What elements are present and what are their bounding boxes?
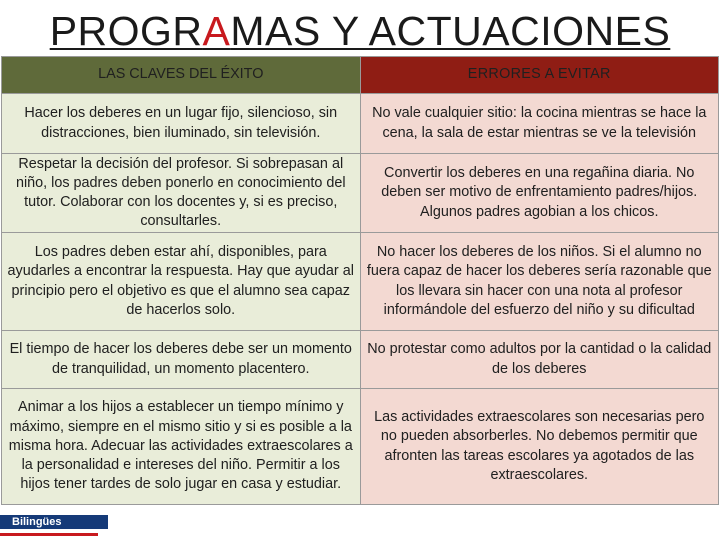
header-keys-to-success: LAS CLAVES DEL ÉXITO <box>2 57 361 94</box>
comparison-table <box>1 56 719 505</box>
title-part-1: PROGR <box>49 8 203 54</box>
title-accent-letter: A <box>202 8 231 54</box>
error-cell: No vale cualquier sitio: la cocina mientras se hace la cena, la sala de estar mientras se ve la televisión <box>360 94 719 154</box>
logo-label: Bilingües <box>0 515 108 529</box>
logo-stripe <box>0 531 108 539</box>
success-cell: Hacer los deberes en un lugar fijo, silencioso, sin distracciones, bien iluminado, sin televisión. <box>2 94 361 154</box>
success-cell: Los padres deben estar ahí, disponibles, para ayudarles a encontrar la respuesta. Hay que ayudar al principio pero el objetivo es que el alumno sea capaz de hacerlos solo. <box>2 233 361 331</box>
error-cell: No protestar como adultos por la cantidad o la calidad de los deberes <box>360 331 719 389</box>
table-row <box>2 389 719 505</box>
error-cell: No hacer los deberes de los niños. Si el alumno no fuera capaz de hacer los deberes sería razonable que los llevara sin hacer con una nota al profesor informándole del esfuerzo del niño y su dificultad <box>360 233 719 331</box>
table-row <box>2 331 719 389</box>
success-cell: Animar a los hijos a establecer un tiempo mínimo y máximo, siempre en el mismo sitio y si es posible a la misma hora. Adecuar las actividades extraescolares a la personalidad e intereses del niño. Permitir a los hijos tener tardes de solo jugar en casa y estudiar. <box>2 389 361 505</box>
table-row <box>2 233 719 331</box>
title-part-2: MAS Y ACTUACIONES <box>230 8 671 54</box>
success-cell: Respetar la decisión del profesor. Si sobrepasan al niño, los padres deben ponerlo en conocimiento del tutor. Colaborar con los docentes y, si es preciso, consultarles. <box>2 154 361 233</box>
error-cell: Convertir los deberes en una regañina diaria. No deben ser motivo de enfrentamiento padres/hijos. Algunos padres agobian a los chicos. <box>360 154 719 233</box>
bilingues-logo <box>0 512 108 540</box>
success-cell: El tiempo de hacer los deberes debe ser un momento de tranquilidad, un momento placentero. <box>2 331 361 389</box>
page-title <box>0 6 720 56</box>
table-row <box>2 154 719 233</box>
error-cell: Las actividades extraescolares son necesarias pero no pueden absorberles. No debemos permitir que afronten las tareas escolares ya agotados de las extraescolares. <box>360 389 719 505</box>
table-row <box>2 94 719 154</box>
header-errors-to-avoid: ERRORES A EVITAR <box>360 57 719 94</box>
table-header-row <box>2 57 719 94</box>
